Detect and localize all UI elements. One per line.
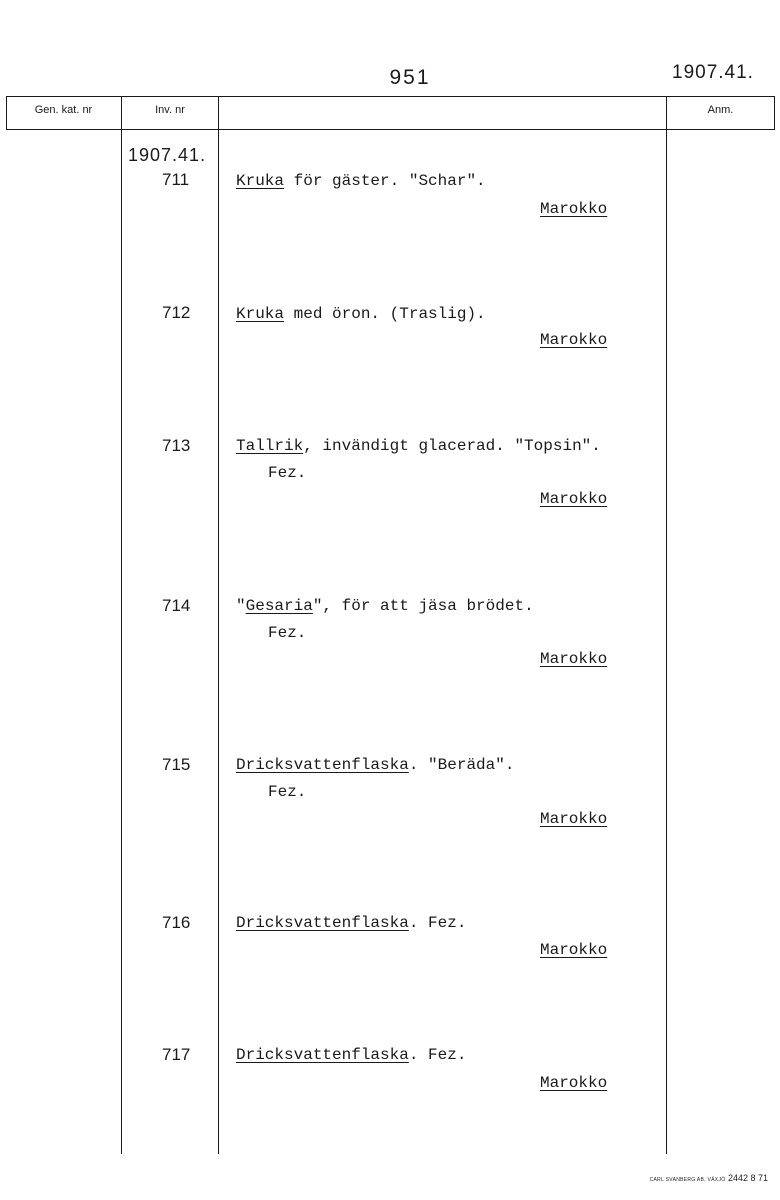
entry-description: "Gesaria", för att jäsa brödet. [236, 597, 534, 615]
column-divider-desc-anm [666, 96, 667, 1154]
entry-place: Marokko [540, 1074, 608, 1092]
header-inv-nr: Inv. nr [155, 104, 185, 116]
entry-title: Dricksvattenflaska [236, 1046, 409, 1064]
inv-number: 712 [162, 303, 191, 322]
inv-number: 716 [162, 913, 191, 932]
entry-place: Marokko [540, 490, 608, 508]
inv-number: 711 [162, 170, 190, 189]
column-divider-inv-desc [218, 96, 219, 1154]
inv-number: 713 [162, 436, 191, 455]
entry-title: Kruka [236, 305, 285, 323]
entry-place: Marokko [540, 331, 608, 349]
entry-place: Marokko [540, 200, 608, 218]
page-number: 951 [389, 66, 431, 89]
entry-title: Dricksvattenflaska [236, 914, 409, 932]
entry-place: Marokko [540, 650, 608, 668]
entry-description: Kruka för gäster. "Schar". [236, 172, 486, 190]
entry-description: Dricksvattenflaska. Fez. [236, 1046, 467, 1064]
table-right-edge [774, 96, 775, 130]
entry-description: Kruka med öron. (Traslig). [236, 305, 486, 323]
entry-origin: Fez. [268, 464, 307, 482]
entry-title: Kruka [236, 172, 285, 190]
entry-title: Gesaria [245, 597, 313, 615]
entry-origin: Fez. [268, 624, 307, 642]
inv-number: 715 [162, 755, 191, 774]
entry-title: Dricksvattenflaska [236, 756, 409, 774]
header-anm: Anm. [707, 104, 734, 116]
inv-number: 717 [162, 1045, 191, 1064]
entry-origin: Fez. [268, 783, 307, 801]
entry-title: Tallrik [236, 437, 304, 455]
entry-description: Dricksvattenflaska. "Beräda". [236, 756, 515, 774]
entry-description: Dricksvattenflaska. Fez. [236, 914, 467, 932]
entry-place: Marokko [540, 810, 608, 828]
series-number-top: 1907.41. [672, 62, 754, 83]
entry-description: Tallrik, invändigt glacerad. "Topsin". [236, 437, 601, 455]
inv-number: 714 [162, 596, 191, 615]
printer-name: CARL SVANBERG AB, VÄXJÖ [649, 1177, 726, 1183]
column-divider-gen-inv [121, 96, 122, 1154]
form-code: 2442 8 71 [727, 1173, 768, 1183]
series-number-block: 1907.41. [128, 145, 207, 165]
entry-place: Marokko [540, 941, 608, 959]
header-gen-kat-nr: Gen. kat. nr [34, 104, 93, 116]
printer-footer [650, 1173, 768, 1183]
